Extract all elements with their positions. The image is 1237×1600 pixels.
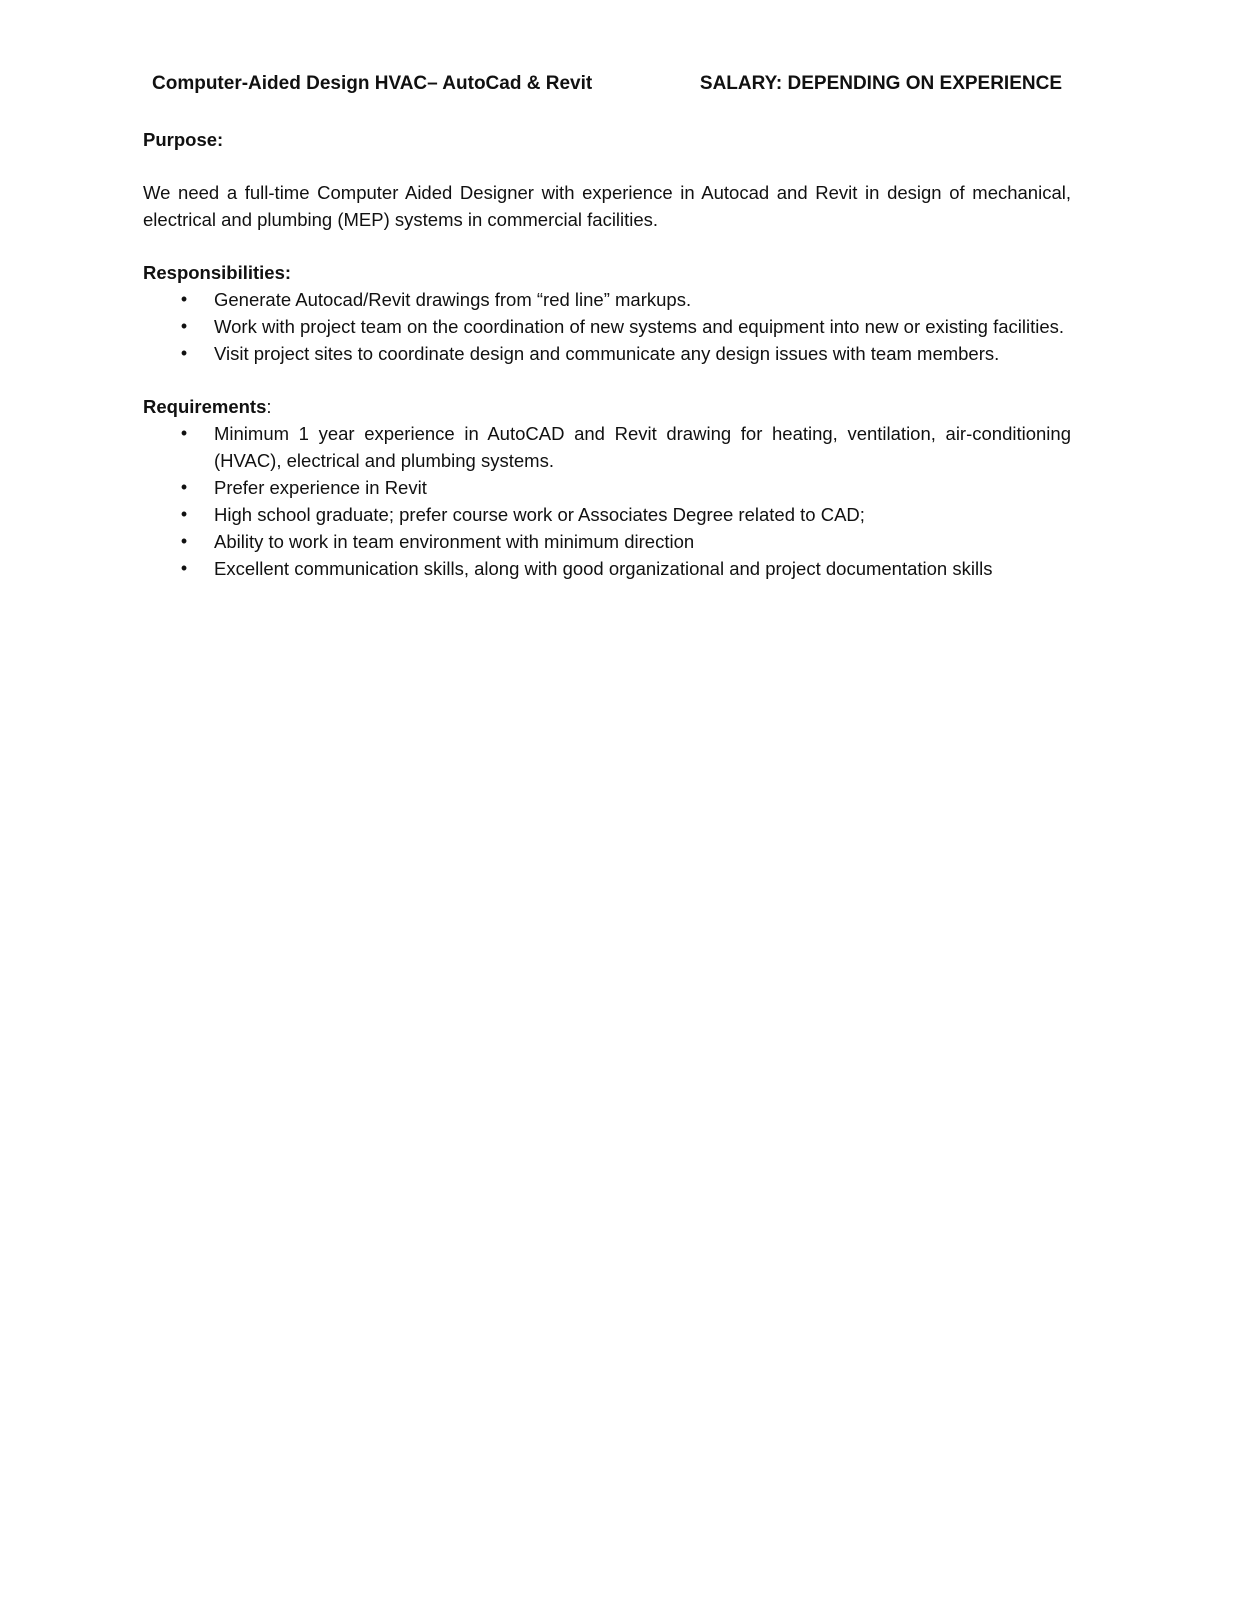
responsibilities-section [143, 259, 1071, 367]
bullet-icon: • [180, 343, 188, 363]
list-item [143, 555, 1071, 582]
requirements-heading-text: Requirements [143, 396, 267, 417]
list-item [143, 313, 1071, 340]
list-item-text: Prefer experience in Revit [214, 477, 427, 498]
purpose-heading: Purpose: [143, 129, 224, 150]
list-item-text: Visit project sites to coordinate design and communicate any design issues with team members. [214, 343, 1000, 364]
document-body [143, 126, 1071, 608]
bullet-icon: • [180, 477, 188, 497]
list-item-text: Ability to work in team environment with minimum direction [214, 531, 695, 552]
purpose-text: We need a full-time Computer Aided Designer with experience in Autocad and Revit in design of mechanical, electrical and plumbing (MEP) systems in commercial facilities. [143, 182, 1071, 230]
responsibilities-heading: Responsibilities: [143, 262, 292, 283]
list-item-text: Minimum 1 year experience in AutoCAD and Revit drawing for heating, ventilation, air-conditioning (HVAC), electrical and plumbing systems. [214, 423, 1071, 471]
list-item [143, 286, 1071, 313]
list-item [143, 528, 1071, 555]
list-item [143, 340, 1071, 367]
bullet-icon: • [180, 316, 188, 336]
salary-line: SALARY: DEPENDING ON EXPERIENCE [699, 73, 1062, 94]
list-item [143, 420, 1071, 474]
list-item-text: High school graduate; prefer course work or Associates Degree related to CAD; [214, 504, 865, 525]
list-item-text: Work with project team on the coordination of new systems and equipment into new or existing facilities. [214, 316, 1065, 337]
requirements-section [143, 393, 1071, 582]
purpose-section [143, 126, 1071, 233]
requirements-heading-colon: : [266, 396, 272, 417]
list-item [143, 474, 1071, 501]
requirements-heading [143, 393, 1071, 420]
document-header [152, 73, 1062, 99]
bullet-icon: • [180, 558, 188, 578]
bullet-icon: • [180, 289, 188, 309]
list-item-text: Generate Autocad/Revit drawings from “red line” markups. [214, 289, 692, 310]
bullet-icon: • [180, 531, 188, 551]
list-item-text: Excellent communication skills, along with good organizational and project documentation skills [214, 558, 993, 579]
bullet-icon: • [180, 504, 188, 524]
requirements-list [143, 420, 1071, 582]
list-item [143, 501, 1071, 528]
bullet-icon: • [180, 423, 188, 443]
responsibilities-list [143, 286, 1071, 367]
job-title: Computer-Aided Design HVAC– AutoCad & Revit [152, 73, 593, 94]
